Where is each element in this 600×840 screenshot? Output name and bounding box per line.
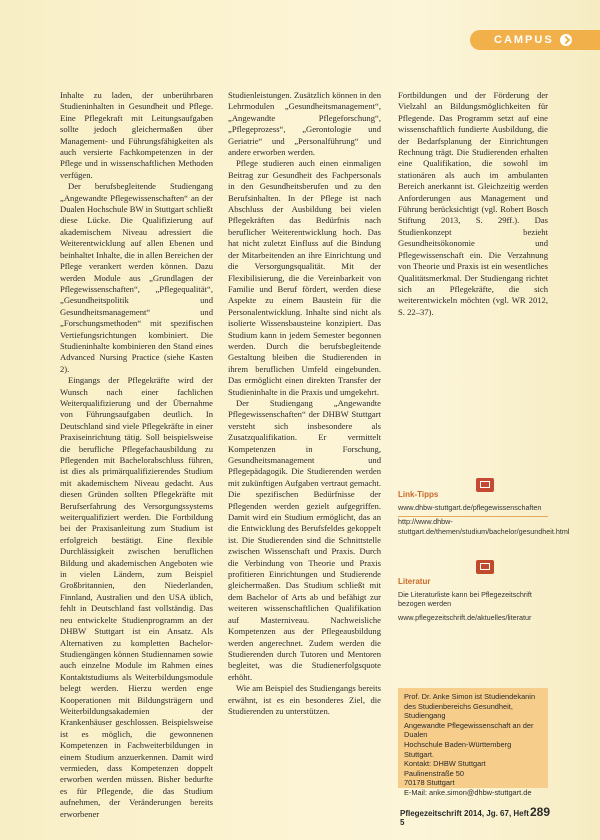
paragraph: Pflege studieren auch einen einmaligen Beitrag zur Gesundheit des Fachpersonals in den Gesundheitsberufen und zu den Berufsinhalten. In der Pflege ist nach Abschluss der Ausbildung bei vielen Pflegekräften das Bedürfnis nach beruflicher Weiterentwicklung hoch. Das hat nicht zuletzt Einfluss auf die Bindung der Mitarbeitenden an ihre Einrichtung und die Versorgungsqualität. Mit der Flexibilisierung, die die Vereinbarkeit von Familie und Beruf fördert, werden diese Aspekte zu einem Baustein für die Personalentwicklung. Inhalte sind nicht als isolierte Wissensbausteine konzipiert. Das Studium kann in jedem Semester begonnen werden. Durch die berufsbegleitende Gestaltung bleiben die Studierenden in ihrem beruflichen Umfeld eingebunden. Das ermöglicht einen direkten Transfer der Studieninhalte in die Praxis und umgekehrt. (228, 158, 381, 397)
chevron-right-icon (560, 34, 572, 46)
text-column-3 (398, 90, 548, 345)
author-info-box (398, 688, 548, 797)
paragraph: Der berufsbegleitende Studiengang „Angewandte Pflegewissenschaften“ an der Dualen Hochschule BW in Stuttgart schließt diese Lücke. Die Qualifizierung auf akademischem Niveau adressiert die Weiterentwicklung auf allen Ebenen und beinhaltet Inhalte, die in allen Bereichen der Pflege verankert werden können. Dazu werden Module aus „Grundlagen der Pflegewissenschaften“, „Pflegequalität“, „Gesundheitspolitik und Gesundheitsmanagement“ und „Forschungsmethoden“ mit spezifischen Vertiefungsrichtungen kombiniert. Die Studieninhalte kombinieren den Stand eines Advanced Nursing Practice (siehe Kasten 2). (60, 181, 213, 374)
author-line: Paulinenstraße 50 (404, 768, 464, 778)
paragraph: Eingangs der Pflegekräfte wird der Wunsch nach einer fachlichen Weiterqualifizierung und der Übernahme von Führungsaufgaben deutlich. In Deutschland sind viele Pflegekräfte in einer Praxiseinrichtung tätig. Soll beispielsweise die berufliche Pflegefachausbildung zu Pflegenden mit Bachelorabschluss führen, ist dies als primärqualifizierendes Studium mit akademischem Niveau gedacht. Aus diesen Gründen sollten Pflegekräfte mit Berufserfahrung des Versorgungssystems weiterqualifiziert werden. Die Fortbildung bei der Praxisanleitung zum Studium ist erfolgreich bestätigt. Eine flexible Durchlässigkeit zwischen beruflichen Bildung und akademischen Angeboten wie in vielen Ländern, zum Beispiel Großbritannien, den Niederlanden, Finnland, Australien und den USA üblich, fehlt in Deutschland fast vollständig. Das neu entwickelte Studienprogramm an der DHBW Stuttgart ist ein Ansatz. Als Alternativen zu kompletten Bachelor-Studiengängen können Studiennamen sowie auch einzelne Module im Rahmen eines Kontaktstudiums als Weiterbildungsmodule belegt werden. Hierzu werden enge Kooperationen mit Bildungsträgern und Weiterbildungsakademien der Krankenhäuser geschlossen. Beispielsweise ist es möglich, die gewonnenen Kompetenzen in Fachweiterbildungen in einem Studium anzuerkennen. Damit wird vermieden, dass Kompetenzen doppelt erworben werden müssen. Bisher bedurfte es für Pflegende, die das Studium aufnehmen, der Veränderungen bereits erworbener (60, 375, 213, 819)
section-label: CAMPUS (494, 34, 554, 46)
author-line: Angewandte Pflegewissenschaft an der Dualen (404, 720, 534, 740)
author-line: Hochschule Baden-Württemberg Stuttgart. (404, 739, 512, 759)
literature-title: Literatur (398, 577, 431, 586)
literature-link[interactable]: www.pflegezeitschrift.de/aktuelles/literatur (398, 612, 532, 622)
link-tip-box (398, 490, 570, 540)
paragraph: Fortbildungen und der Förderung der Vielzahl an Bildungsmöglichkeiten für Pflegende. Das Programm setzt auf eine wissenschaftlich fundierte Ausbildung, die der Bedarfsplanung der Einrichtungen Rechnung trägt. Die Studierenden erhalten eine Qualifikation, die sowohl im stationären als auch im ambulanten Bereich anerkannt ist. Gleichzeitig werden Anforderungen aus Management und Führung berücksichtigt (vgl. Robert Bosch Stiftung 2013, S. 29ff.). Das Studienkonzept bezieht Gesundheitsökonomie und Pflegewissenschaft ein. Die Verzahnung von Theorie und Praxis ist ein wesentliches Qualitätsmerkmal. Der Studiengang richtet sich an Pflegekräfte, die sich weiterentwickeln möchten (vgl. WR 2012, S. 22–37). (398, 90, 548, 317)
page-footer (400, 805, 550, 827)
link-tip-item[interactable]: http://www.dhbw-stuttgart.de/themen/studium/bachelor/gesundheit.html (398, 517, 570, 536)
link-tip-title: Link-Tipps (398, 490, 439, 499)
text-column-2 (228, 90, 381, 717)
link-tip-item[interactable]: www.dhbw-stuttgart.de/pflegewissenschaften (398, 502, 542, 512)
page-number: 289 (529, 805, 550, 819)
journal-citation: Pflegezeitschrift 2014, Jg. 67, Heft 5 (400, 809, 529, 827)
author-line: 70178 Stuttgart (404, 778, 455, 788)
literature-box (398, 577, 548, 626)
literature-icon (476, 560, 494, 574)
author-line: Kontakt: DHBW Stuttgart (404, 759, 486, 769)
paragraph: Der Studiengang „Angewandte Pflegewissenschaften“ der DHBW Stuttgart versteht sich insbesondere als Zusatzqualifikation. Er vermittelt Kompetenzen in Forschung, Gesundheitsmanagement und Pflegepädagogik. Die Studierenden werden mit zukünftigen Aufgaben vertraut gemacht. Die spezifischen Bedürfnisse der Pflegenden werden gezielt aufgegriffen. Damit wird ein Studium ermöglicht, das an die Entwicklung des Berufsfeldes gekoppelt ist. Die Studierenden sind die Schnittstelle zwischen Wissenschaft und Praxis. Durch die Verbindung von Theorie und Praxis profitieren Einrichtungen und Studierende gleichermaßen. Das Studium schließt mit dem Bachelor of Arts ab und befähigt zur weiteren wissenschaftlichen Qualifikation auf Masterniveau. Nachweisliche Kompetenzen aus der Pflegeausbildung werden angerechnet. Zudem werden die Studierenden durch Tutoren und Mentoren begleitet, was die Studienerfolgsquote erhöht. (228, 397, 381, 682)
paragraph: Studienleistungen. Zusätzlich können in den Lehrmodulen „Gesundheitsmanagement“, „Angewandte Pflegeforschung“, „Pflegeprozess“, „Gerontologie und Geriatrie“ und „Personalführung“ und andere erworben werden. (228, 90, 381, 158)
author-line: Prof. Dr. Anke Simon ist Studiendekanin (404, 692, 536, 701)
literature-item: Die Literaturliste kann bei Pflegezeitschrift bezogen werden (398, 589, 532, 609)
section-tab (470, 30, 600, 50)
paragraph: Wie am Beispiel des Studiengangs bereits erwähnt, ist es ein besonderes Ziel, die Studierenden zu unterstützen. (228, 683, 381, 716)
author-line: des Studienbereichs Gesundheit, Studiengang (404, 701, 513, 721)
text-column-1 (60, 90, 213, 820)
paragraph: Inhalte zu laden, der unberührbaren Studieninhalten in Gesundheit und Pflege. Eine Pflegekraft mit Leitungsaufgaben sollte jedoch gleichermaßen über Management- und Führungsfähigkeiten als auch versierte Fachkompetenzen in der Pflege und in wissenschaftlichen Methoden verfügen. (60, 90, 213, 180)
author-email[interactable]: E-Mail: anke.simon@dhbw-stuttgart.de (404, 787, 532, 797)
